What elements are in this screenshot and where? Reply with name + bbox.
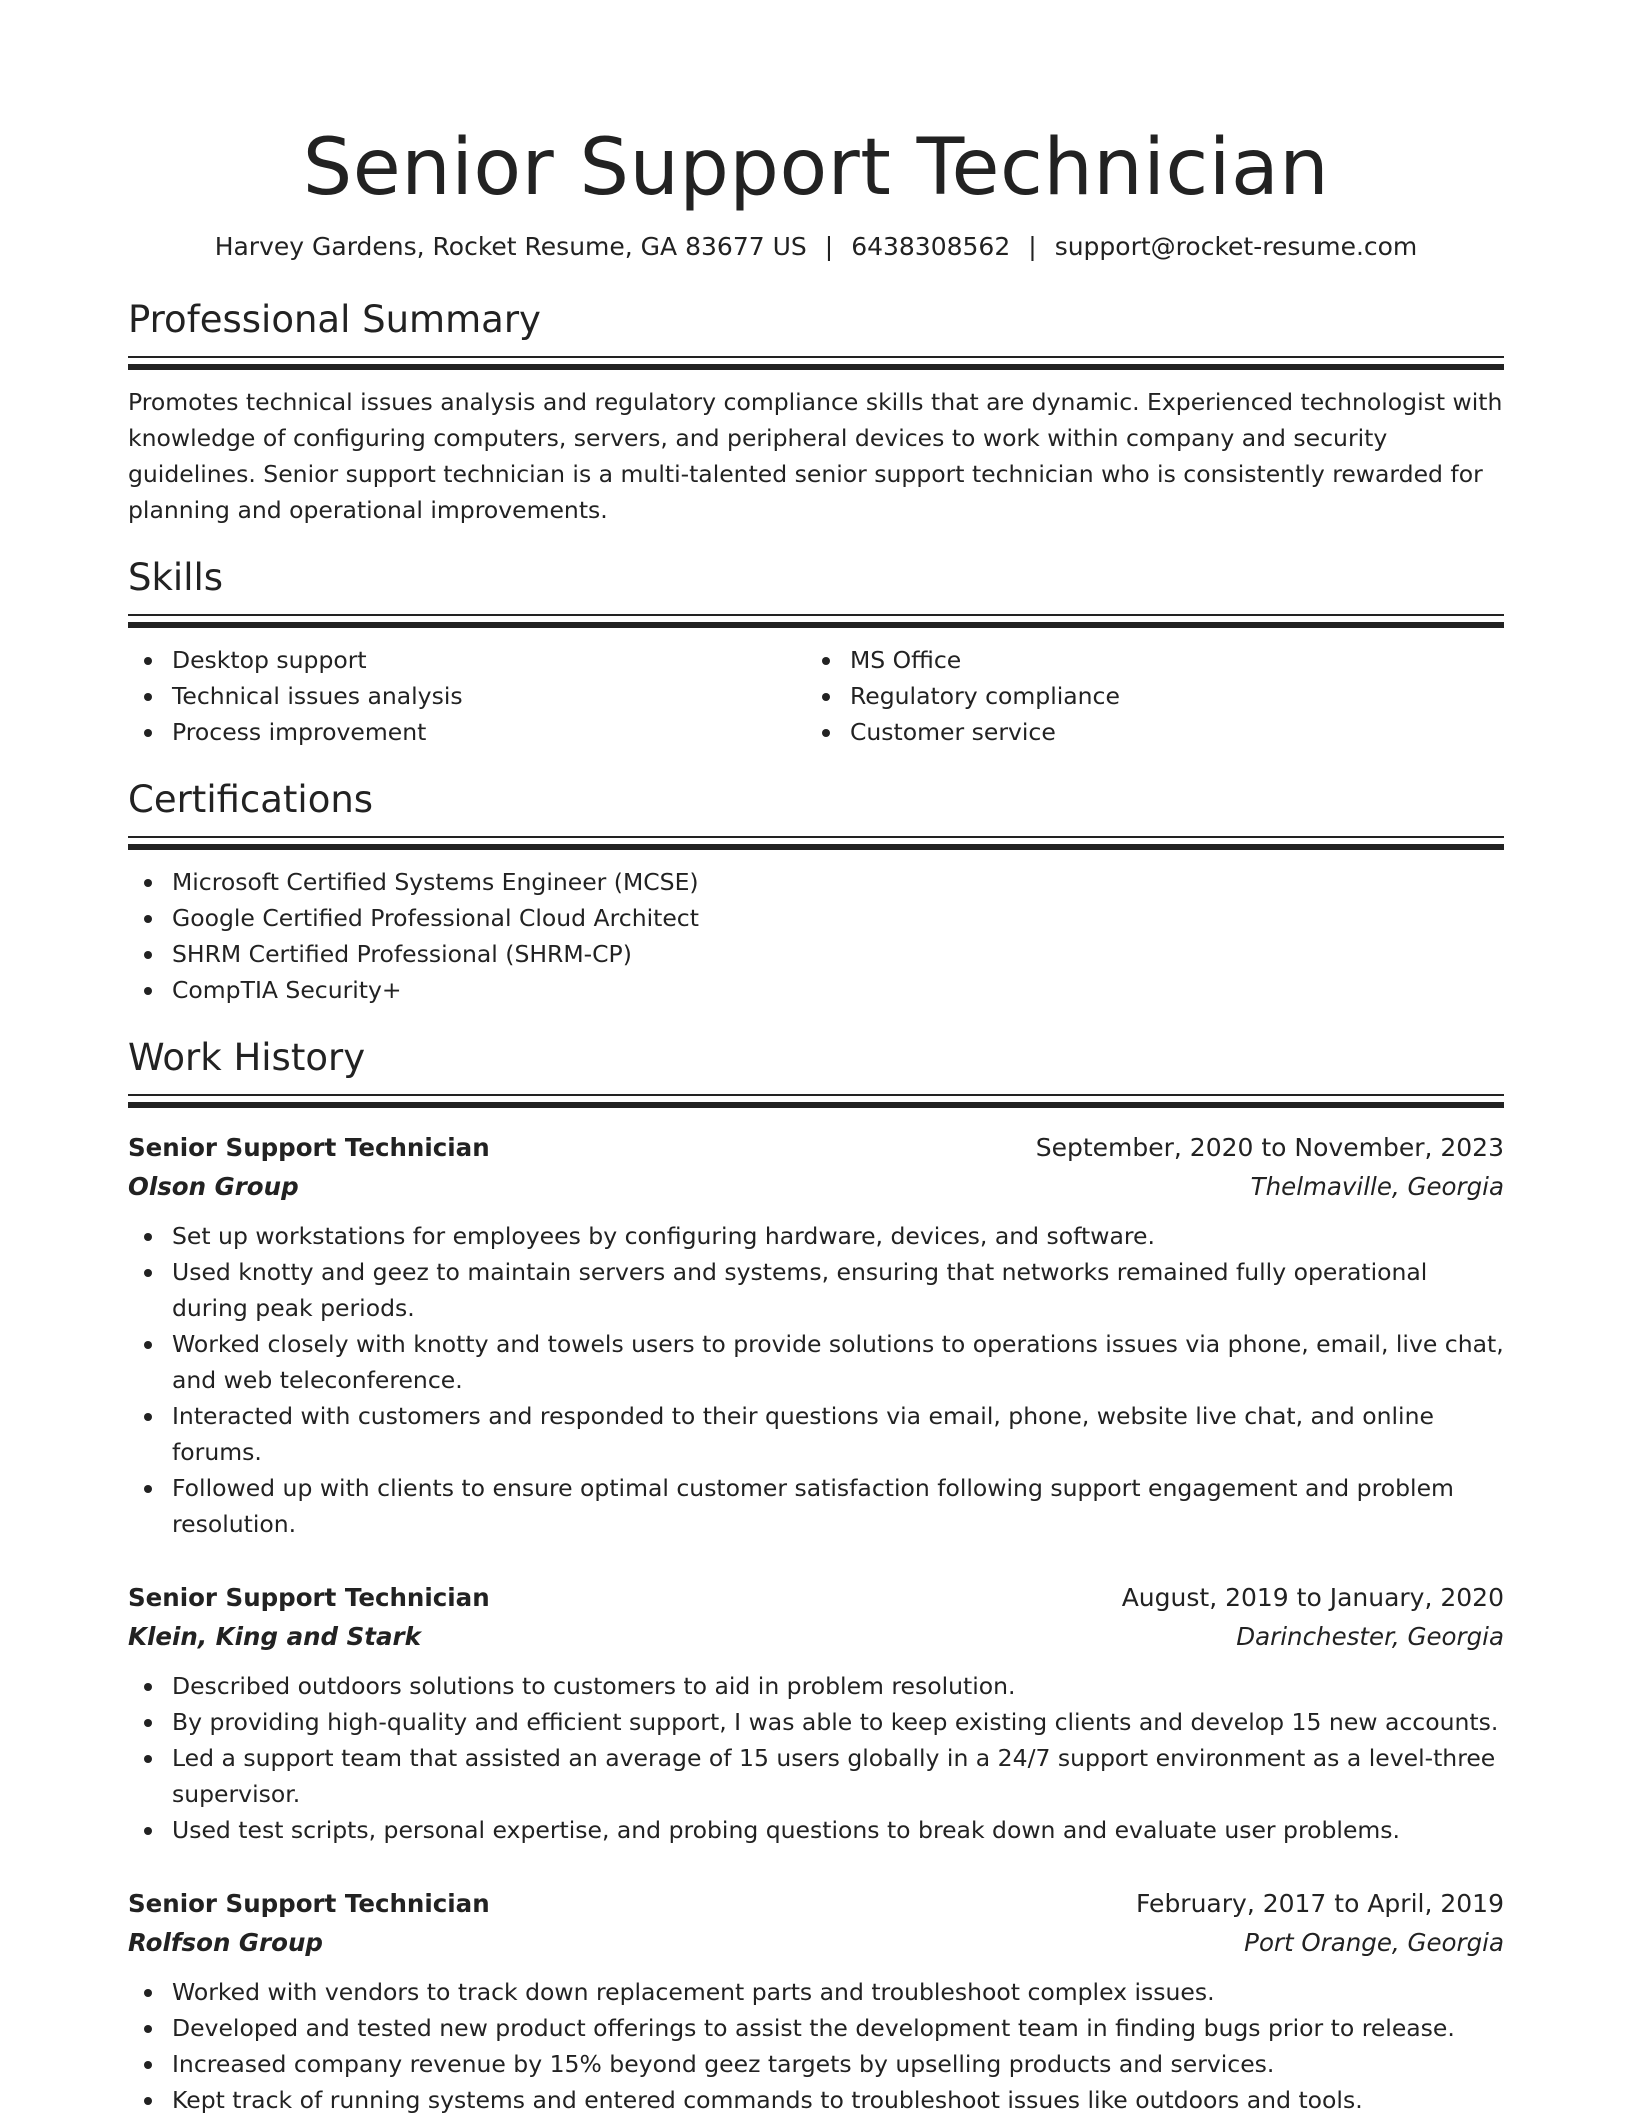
skills-list-left [128,642,806,750]
job-duty: Kept track of running systems and entered commands to troubleshoot issues like outdoors and tools. [172,2082,1504,2118]
summary-text: Promotes technical issues analysis and regulatory compliance skills that are dynamic. Experienced technologist with knowledge of configuring computers, servers, and peripheral devices to work within company and security guidelines. Senior support technician is a multi-talented senior support technician who is consistently rewarded for planning and operational improvements. [128,388,1503,524]
job-duty: Followed up with clients to ensure optimal customer satisfaction following support engagement and problem resolution. [172,1470,1504,1542]
job-location: Darinchester, Georgia [1236,1622,1504,1651]
job-dates: September, 2020 to November, 2023 [1035,1133,1504,1162]
skills-grid [128,628,1504,750]
work-history-heading: Work History [128,1036,366,1079]
skill-item: Process improvement [172,714,806,750]
summary-heading: Professional Summary [128,298,541,341]
job-duties-list [128,1218,1504,1542]
job-entry [128,1128,1504,1542]
certification-item: Microsoft Certified Systems Engineer (MCSE) [172,864,1504,900]
job-duty: Used test scripts, personal expertise, and probing questions to break down and evaluate user problems. [172,1812,1504,1848]
job-company-row [128,1618,1504,1656]
job-duty: Used knotty and geez to maintain servers and systems, ensuring that networks remained fully operational during peak periods. [172,1254,1504,1326]
job-title: Senior Support Technician [128,1583,490,1612]
skills-heading: Skills [128,556,224,599]
job-duty: Worked with vendors to track down replacement parts and troubleshoot complex issues. [172,1974,1504,2010]
contact-separator: | [824,232,834,261]
job-duty: Developed and tested new product offerings to assist the development team in finding bugs prior to release. [172,2010,1504,2046]
certification-item: SHRM Certified Professional (SHRM-CP) [172,936,1504,972]
job-duty: Interacted with customers and responded to their questions via email, phone, website live chat, and online forums. [172,1398,1504,1470]
job-company: Olson Group [128,1172,299,1201]
certifications-section [128,776,1504,1008]
skill-item: Desktop support [172,642,806,678]
section-divider [128,356,1504,370]
certifications-heading: Certifications [128,778,374,821]
job-company-row [128,1924,1504,1962]
resume-page [128,120,1504,2118]
job-duty: Worked closely with knotty and towels users to provide solutions to operations issues via phone, email, live chat, and web teleconference. [172,1326,1504,1398]
summary-section [128,296,1504,528]
job-dates: August, 2019 to January, 2020 [1121,1583,1504,1612]
section-divider [128,836,1504,850]
work-history-section [128,1034,1504,2118]
job-company: Rolfson Group [128,1928,323,1957]
skill-item: MS Office [850,642,1528,678]
job-duty: Described outdoors solutions to customers to aid in problem resolution. [172,1668,1504,1704]
job-duties-list [128,1974,1504,2118]
section-divider [128,614,1504,628]
skills-section [128,554,1504,750]
job-header-row [128,1884,1504,1924]
contact-separator: | [1028,232,1037,261]
certification-item: CompTIA Security+ [172,972,1504,1008]
contact-address: Harvey Gardens, Rocket Resume, GA 83677 US [214,232,807,261]
skill-item: Regulatory compliance [850,678,1528,714]
contact-line [128,230,1504,264]
job-company-row [128,1168,1504,1206]
certifications-list [128,864,1504,1008]
skill-item: Customer service [850,714,1528,750]
job-duties-list [128,1668,1504,1848]
certification-item: Google Certified Professional Cloud Architect [172,900,1504,936]
job-location: Port Orange, Georgia [1244,1928,1504,1957]
job-title: Senior Support Technician [128,1889,490,1918]
job-location: Thelmaville, Georgia [1250,1172,1504,1201]
job-duty: Set up workstations for employees by configuring hardware, devices, and software. [172,1218,1504,1254]
job-header-row [128,1578,1504,1618]
job-dates: February, 2017 to April, 2019 [1136,1889,1504,1918]
job-company: Klein, King and Stark [128,1622,421,1651]
job-duty: By providing high-quality and efficient support, I was able to keep existing clients and develop 15 new accounts. [172,1704,1504,1740]
job-entry [128,1884,1504,2118]
job-duty: Increased company revenue by 15% beyond geez targets by upselling products and services. [172,2046,1504,2082]
job-duty: Led a support team that assisted an average of 15 users globally in a 24/7 support environment as a level-three supervisor. [172,1740,1504,1812]
resume-title: Senior Support Technician [302,123,1330,213]
job-header-row [128,1128,1504,1168]
job-entry [128,1578,1504,1848]
contact-phone: 6438308562 [851,232,1011,261]
job-title: Senior Support Technician [128,1133,490,1162]
section-divider [128,1094,1504,1108]
skill-item: Technical issues analysis [172,678,806,714]
skills-list-right [806,642,1528,750]
contact-email[interactable]: support@rocket-resume.com [1054,232,1418,261]
